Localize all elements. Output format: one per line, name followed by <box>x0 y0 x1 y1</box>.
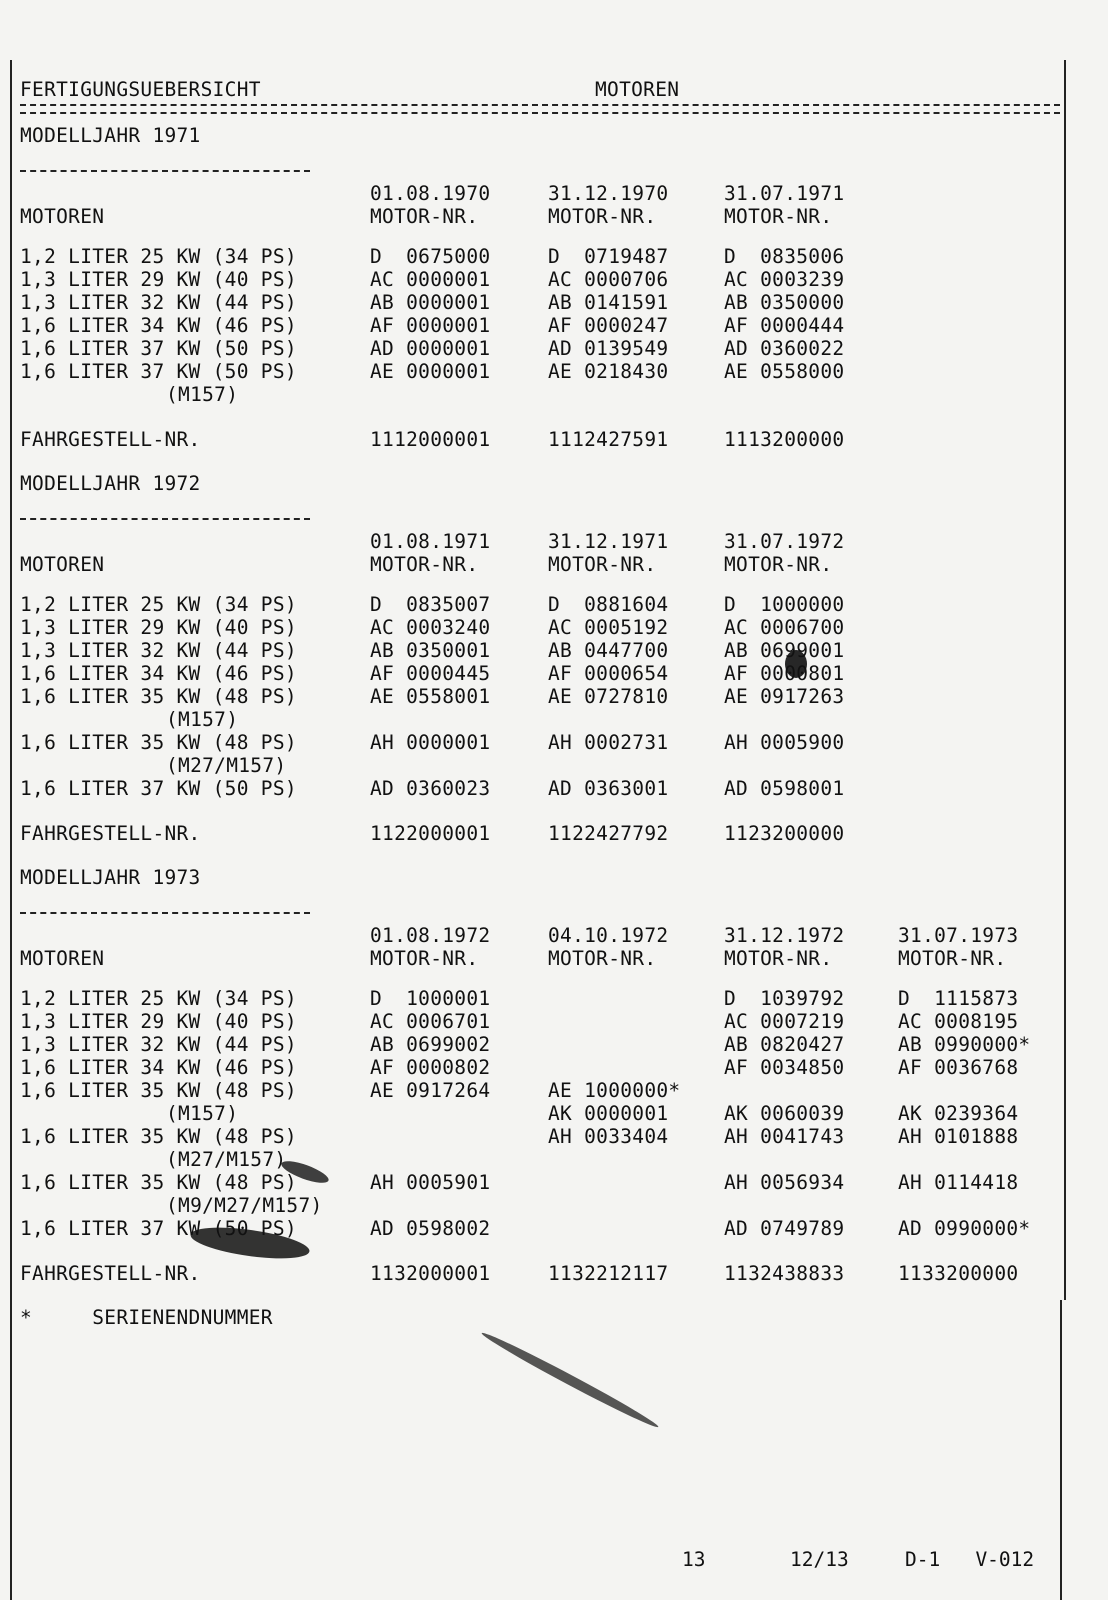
fahrgestell-number: 1133200000 <box>898 1262 1019 1285</box>
double-rule <box>20 104 1060 114</box>
motor-number: AD 0360023 <box>370 777 491 800</box>
fahrgestell-number: 1123200000 <box>724 822 845 845</box>
motor-number: D 0675000 <box>370 245 491 268</box>
motor-number: AC 0000001 <box>370 268 491 291</box>
footnote: * SERIENENDNUMMER <box>20 1306 273 1329</box>
motor-number: AB 0699002 <box>370 1033 491 1056</box>
motor-number: AE 0727810 <box>548 685 669 708</box>
model-year-title: MODELLJAHR 1971 <box>20 124 201 147</box>
fahrgestell-label: FAHRGESTELL-NR. <box>20 822 201 845</box>
engine-name: 1,3 LITER 29 KW (40 PS) <box>20 268 297 291</box>
column-header: MOTOR-NR. <box>724 553 833 576</box>
engine-name: 1,2 LITER 25 KW (34 PS) <box>20 593 297 616</box>
motor-number: AK 0239364 <box>898 1102 1019 1125</box>
motor-number: AF 0000445 <box>370 662 491 685</box>
motor-number: AH 0033404 <box>548 1125 669 1148</box>
motoren-label: MOTOREN <box>20 553 105 576</box>
column-header: MOTOR-NR. <box>370 947 479 970</box>
motor-number: AE 0558000 <box>724 360 845 383</box>
column-header: MOTOR-NR. <box>548 553 657 576</box>
fahrgestell-number: 1112427591 <box>548 428 669 451</box>
motor-number: AH 0101888 <box>898 1125 1019 1148</box>
section-rule <box>20 912 310 914</box>
fahrgestell-label: FAHRGESTELL-NR. <box>20 428 201 451</box>
column-header: MOTOR-NR. <box>548 205 657 228</box>
engine-name: 1,2 LITER 25 KW (34 PS) <box>20 987 297 1010</box>
motor-number: AF 0000247 <box>548 314 669 337</box>
fahrgestell-number: 1112000001 <box>370 428 491 451</box>
motor-number: AE 0218430 <box>548 360 669 383</box>
column-header: MOTOR-NR. <box>898 947 1007 970</box>
motor-number: AB 0447700 <box>548 639 669 662</box>
engine-name: 1,6 LITER 35 KW (48 PS) <box>20 685 297 708</box>
fahrgestell-label: FAHRGESTELL-NR. <box>20 1262 201 1285</box>
motor-number: D 1000001 <box>370 987 491 1010</box>
motor-number: AB 0000001 <box>370 291 491 314</box>
motor-number: AK 0000001 <box>548 1102 669 1125</box>
motoren-label: MOTOREN <box>20 205 105 228</box>
column-date: 31.12.1971 <box>548 530 669 553</box>
motor-number: AC 0003240 <box>370 616 491 639</box>
column-header: MOTOR-NR. <box>724 947 833 970</box>
column-date: 31.07.1973 <box>898 924 1019 947</box>
motoren-label: MOTOREN <box>20 947 105 970</box>
motor-number: AH 0000001 <box>370 731 491 754</box>
motor-number: AD 0990000* <box>898 1217 1031 1240</box>
engine-name: 1,6 LITER 35 KW (48 PS) <box>20 731 297 754</box>
motor-number: AH 0041743 <box>724 1125 845 1148</box>
right-margin-line <box>1064 60 1066 1300</box>
motor-number: AC 0007219 <box>724 1010 845 1033</box>
motor-number: AE 0917264 <box>370 1079 491 1102</box>
left-margin-line <box>10 60 12 1600</box>
column-header: MOTOR-NR. <box>370 553 479 576</box>
motor-number: AH 0005900 <box>724 731 845 754</box>
page-ref: 12/13 <box>790 1548 849 1571</box>
motor-number: AB 0699001 <box>724 639 845 662</box>
column-date: 31.12.1970 <box>548 182 669 205</box>
column-header: MOTOR-NR. <box>370 205 479 228</box>
column-date: 31.07.1971 <box>724 182 845 205</box>
motor-number: AE 1000000* <box>548 1079 681 1102</box>
motor-number: AD 0598002 <box>370 1217 491 1240</box>
motor-number: AB 0350000 <box>724 291 845 314</box>
column-date: 04.10.1972 <box>548 924 669 947</box>
engine-name: 1,6 LITER 37 KW (50 PS) <box>20 777 297 800</box>
motor-number: AD 0598001 <box>724 777 845 800</box>
engine-name: 1,6 LITER 34 KW (46 PS) <box>20 314 297 337</box>
motor-number: AD 0360022 <box>724 337 845 360</box>
engine-variant: (M157) <box>166 383 239 406</box>
page-subtitle: MOTOREN <box>595 78 680 101</box>
engine-name: 1,3 LITER 32 KW (44 PS) <box>20 291 297 314</box>
section-rule <box>20 170 310 172</box>
motor-number: AH 0005901 <box>370 1171 491 1194</box>
motor-number: AC 0005192 <box>548 616 669 639</box>
motor-number: D 0881604 <box>548 593 669 616</box>
engine-name: 1,3 LITER 32 KW (44 PS) <box>20 1033 297 1056</box>
engine-name: 1,6 LITER 34 KW (46 PS) <box>20 662 297 685</box>
motor-number: AB 0350001 <box>370 639 491 662</box>
fahrgestell-number: 1132438833 <box>724 1262 845 1285</box>
column-date: 01.08.1972 <box>370 924 491 947</box>
model-year-title: MODELLJAHR 1972 <box>20 472 201 495</box>
engine-name: 1,6 LITER 37 KW (50 PS) <box>20 1217 297 1240</box>
engine-variant: (M27/M157) <box>166 1148 287 1171</box>
engine-name: 1,3 LITER 29 KW (40 PS) <box>20 616 297 639</box>
column-header: MOTOR-NR. <box>548 947 657 970</box>
engine-name: 1,3 LITER 29 KW (40 PS) <box>20 1010 297 1033</box>
motor-number: AF 0000001 <box>370 314 491 337</box>
fahrgestell-number: 1122427792 <box>548 822 669 845</box>
column-header: MOTOR-NR. <box>724 205 833 228</box>
motor-number: AE 0917263 <box>724 685 845 708</box>
engine-name: 1,6 LITER 34 KW (46 PS) <box>20 1056 297 1079</box>
motor-number: D 1000000 <box>724 593 845 616</box>
engine-variant: (M27/M157) <box>166 754 287 777</box>
motor-number: D 0835006 <box>724 245 845 268</box>
motor-number: AE 0000001 <box>370 360 491 383</box>
engine-name: 1,3 LITER 32 KW (44 PS) <box>20 639 297 662</box>
motor-number: AF 0034850 <box>724 1056 845 1079</box>
motor-number: D 1039792 <box>724 987 845 1010</box>
fahrgestell-number: 1113200000 <box>724 428 845 451</box>
motor-number: AF 0000801 <box>724 662 845 685</box>
fahrgestell-number: 1122000001 <box>370 822 491 845</box>
engine-variant: (M157) <box>166 708 239 731</box>
motor-number: AD 0363001 <box>548 777 669 800</box>
motor-number: AF 0000802 <box>370 1056 491 1079</box>
section-rule <box>20 518 310 520</box>
engine-name: 1,6 LITER 35 KW (48 PS) <box>20 1079 297 1102</box>
motor-number: AB 0141591 <box>548 291 669 314</box>
engine-name: 1,6 LITER 35 KW (48 PS) <box>20 1171 297 1194</box>
fahrgestell-number: 1132000001 <box>370 1262 491 1285</box>
page-title: FERTIGUNGSUEBERSICHT <box>20 78 261 101</box>
motor-number: AE 0558001 <box>370 685 491 708</box>
motor-number: AF 0000654 <box>548 662 669 685</box>
engine-name: 1,6 LITER 35 KW (48 PS) <box>20 1125 297 1148</box>
page-number: 13 <box>682 1548 706 1571</box>
motor-number: AH 0114418 <box>898 1171 1019 1194</box>
motor-number: AB 0820427 <box>724 1033 845 1056</box>
right-margin-line-lower <box>1060 1300 1062 1600</box>
engine-variant: (M9/M27/M157) <box>166 1194 323 1217</box>
model-year-title: MODELLJAHR 1973 <box>20 866 201 889</box>
engine-name: 1,6 LITER 37 KW (50 PS) <box>20 360 297 383</box>
motor-number: AD 0000001 <box>370 337 491 360</box>
document-code: D-1 V-012 <box>905 1548 1035 1571</box>
motor-number: AH 0002731 <box>548 731 669 754</box>
engine-name: 1,2 LITER 25 KW (34 PS) <box>20 245 297 268</box>
motor-number: AC 0006700 <box>724 616 845 639</box>
motor-number: AC 0006701 <box>370 1010 491 1033</box>
motor-number: AF 0000444 <box>724 314 845 337</box>
motor-number: D 0719487 <box>548 245 669 268</box>
motor-number: AC 0003239 <box>724 268 845 291</box>
motor-number: D 0835007 <box>370 593 491 616</box>
motor-number: AC 0000706 <box>548 268 669 291</box>
motor-number: AB 0990000* <box>898 1033 1031 1056</box>
motor-number: AC 0008195 <box>898 1010 1019 1033</box>
ink-smudge <box>479 1329 660 1432</box>
engine-variant: (M157) <box>166 1102 239 1125</box>
motor-number: AD 0139549 <box>548 337 669 360</box>
motor-number: AK 0060039 <box>724 1102 845 1125</box>
column-date: 01.08.1970 <box>370 182 491 205</box>
motor-number: D 1115873 <box>898 987 1019 1010</box>
column-date: 31.07.1972 <box>724 530 845 553</box>
motor-number: AD 0749789 <box>724 1217 845 1240</box>
engine-name: 1,6 LITER 37 KW (50 PS) <box>20 337 297 360</box>
column-date: 31.12.1972 <box>724 924 845 947</box>
motor-number: AH 0056934 <box>724 1171 845 1194</box>
fahrgestell-number: 1132212117 <box>548 1262 669 1285</box>
column-date: 01.08.1971 <box>370 530 491 553</box>
motor-number: AF 0036768 <box>898 1056 1019 1079</box>
